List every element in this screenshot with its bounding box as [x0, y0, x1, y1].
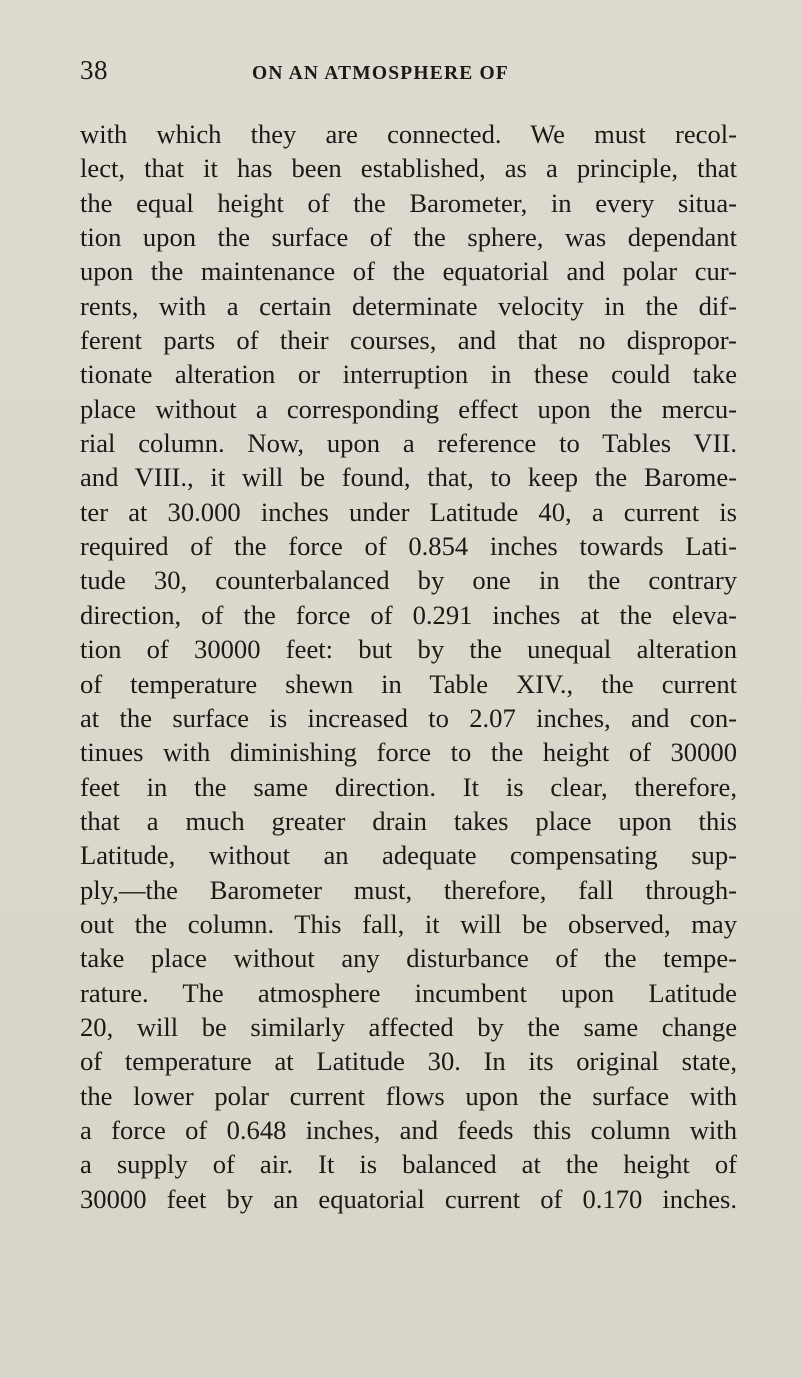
text-line: ferent parts of their courses, and that no dispropor- — [80, 325, 737, 356]
text-line: tion upon the surface of the sphere, was dependant — [80, 222, 737, 253]
text-line: the equal height of the Barometer, in every situa- — [80, 187, 737, 218]
text-line: take place without any disturbance of the tempe- — [80, 943, 737, 974]
text-line: out the column. This fall, it will be observed, may — [80, 908, 737, 939]
text-line: direction, of the force of 0.291 inches at the eleva- — [80, 599, 737, 630]
text-line: feet in the same direction. It is clear, therefore, — [80, 771, 737, 802]
text-line: ter at 30.000 inches under Latitude 40, a current is — [80, 496, 737, 527]
text-line: the lower polar current flows upon the surface with — [80, 1080, 737, 1111]
text-line: with which they are connected. We must recol- — [80, 119, 737, 149]
text-line: and VIII., it will be found, that, to keep the Barome- — [80, 462, 737, 493]
text-line: of temperature shewn in Table XIV., the current — [80, 668, 737, 699]
body-text — [80, 117, 737, 1216]
text-line: that a much greater drain takes place upon this — [80, 805, 737, 836]
text-line: tionate alteration or interruption in these could take — [80, 359, 737, 390]
text-line: a supply of air. It is balanced at the height of — [80, 1149, 737, 1180]
text-line: ply,—the Barometer must, therefore, fall through- — [80, 874, 737, 905]
text-line: rature. The atmosphere incumbent upon Latitude — [80, 977, 737, 1008]
text-line: of temperature at Latitude 30. In its original state, — [80, 1046, 737, 1077]
text-line: at the surface is increased to 2.07 inches, and con- — [80, 702, 737, 733]
text-line: upon the maintenance of the equatorial and polar cur- — [80, 256, 737, 287]
text-line: rial column. Now, upon a reference to Tables VII. — [80, 428, 737, 459]
text-line: Latitude, without an adequate compensating sup- — [80, 840, 737, 871]
text-line: place without a corresponding effect upon the mercu- — [80, 393, 737, 424]
text-line: tion of 30000 feet: but by the unequal alteration — [80, 634, 737, 665]
text-line: a force of 0.648 inches, and feeds this column with — [80, 1114, 737, 1145]
text-line: lect, that it has been established, as a principle, that — [80, 153, 737, 184]
text-line: 30000 feet by an equatorial current of 0.170 inches. — [80, 1183, 737, 1214]
text-line: tinues with diminishing force to the height of 30000 — [80, 737, 737, 768]
text-line: 20, will be similarly affected by the same change — [80, 1011, 737, 1042]
text-line: required of the force of 0.854 inches towards Lati- — [80, 531, 737, 562]
text-line: rents, with a certain determinate velocity in the dif- — [80, 290, 737, 321]
page-number: 38 — [80, 55, 108, 85]
running-head: ON AN ATMOSPHERE OF — [252, 63, 509, 84]
text-line: tude 30, counterbalanced by one in the contrary — [80, 565, 737, 596]
